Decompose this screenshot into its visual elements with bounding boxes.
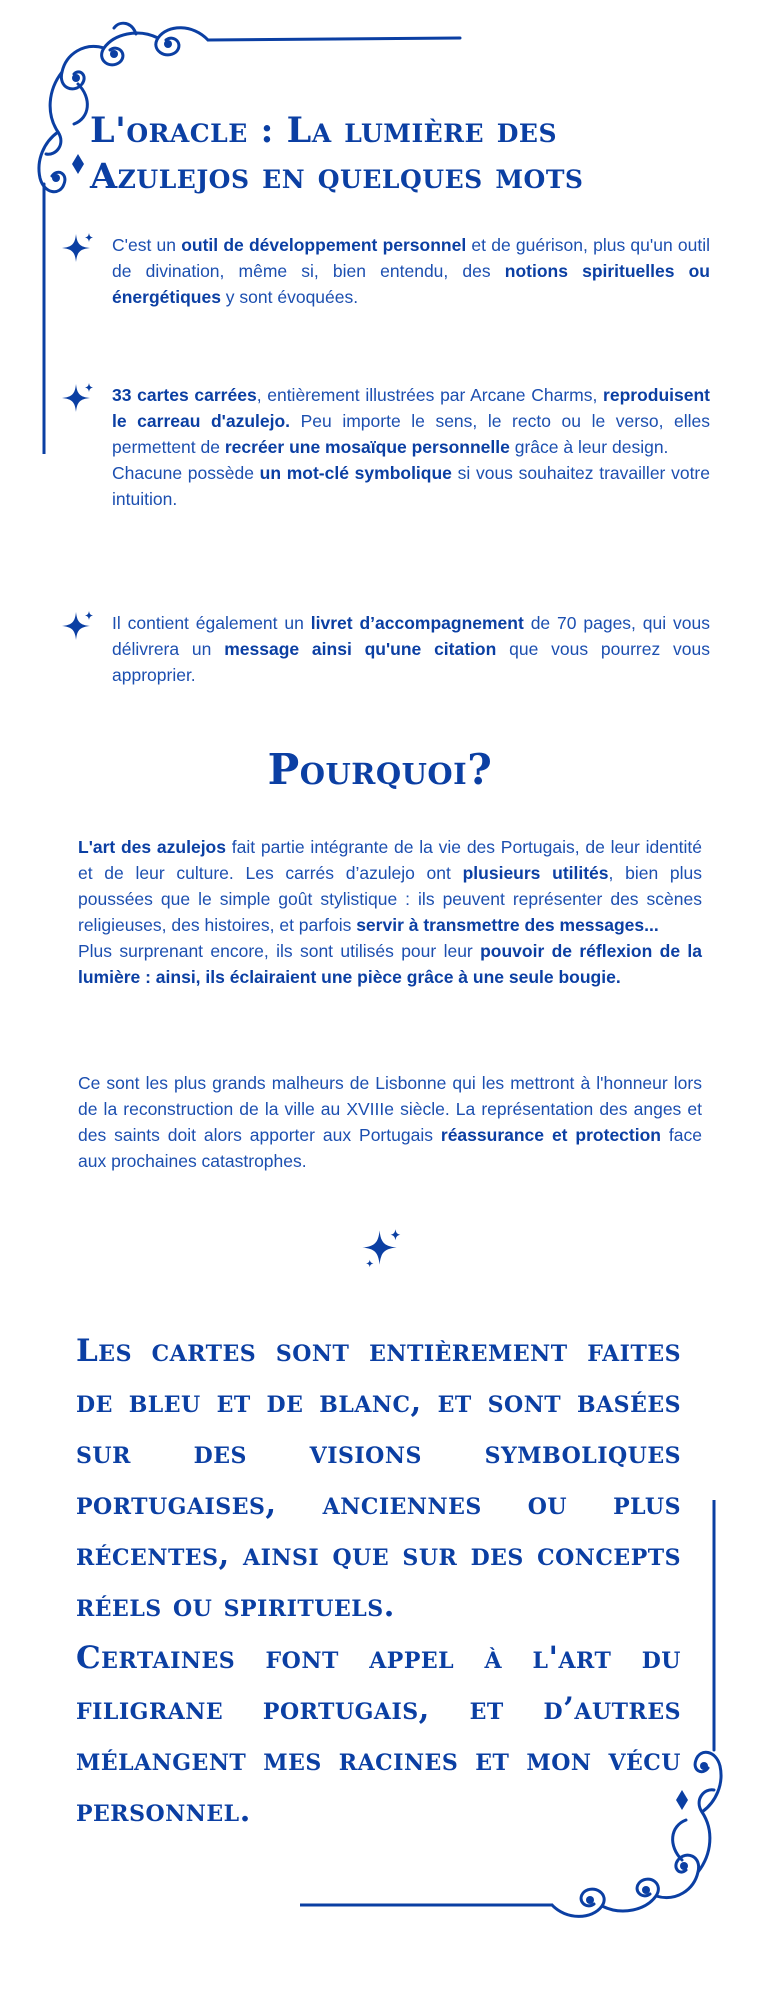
emphasis-text: réassurance et protection xyxy=(440,1125,661,1145)
body-text: si vous souhaitez travailler votre intuition. xyxy=(112,463,710,509)
section-title-why: Pourquoi? xyxy=(267,745,493,794)
emphasis-text: notions spirituelles ou énergétiques xyxy=(112,261,710,307)
feature-item-tool xyxy=(60,232,710,310)
body-text: Peu importe le sens, le recto ou le verso, elles permettent de xyxy=(112,411,710,457)
why-paragraph xyxy=(78,1070,702,1174)
body-text: Chacune possède xyxy=(112,463,260,483)
feature-text xyxy=(112,232,710,310)
cards-inspiration: Certaines font appel à l'art du filigrane portugais, et d’autres mélangent mes racines et mon vécu personnel. xyxy=(76,1640,681,1829)
emphasis-text: plusieurs utilités xyxy=(462,863,609,883)
why-paragraph xyxy=(78,834,702,990)
body-text: grâce à leur design. xyxy=(509,437,669,457)
body-text: que vous pourrez vous approprier. xyxy=(112,639,710,685)
body-text: Il contient également un xyxy=(112,613,311,633)
body-text: Plus surprenant encore, ils sont utilisés pour leur xyxy=(78,941,481,961)
body-text: et de guérison, plus qu'un outil de divination, même si, bien entendu, des xyxy=(112,235,711,281)
body-text: fait partie intégrante de la vie des Portugais, de leur identité et de leur culture. Les carrés d’azulejo ont xyxy=(78,837,702,883)
body-text: de 70 pages, qui vous délivrera un xyxy=(112,613,710,659)
emphasis-text: message ainsi qu'une citation xyxy=(224,639,497,659)
emphasis-text: reproduisent le carreau d'azulejo. xyxy=(112,385,710,431)
emphasis-text: outil de développement personnel xyxy=(181,235,467,255)
emphasis-text: L'art des azulejos xyxy=(78,837,226,857)
sparkle-divider-icon xyxy=(360,1228,404,1272)
sparkle-icon xyxy=(60,610,96,646)
emphasis-text: recréer une mosaïque personnelle xyxy=(224,437,510,457)
body-text: face aux prochaines catastrophes. xyxy=(78,1125,702,1171)
emphasis-text: livret d’accompagnement xyxy=(310,613,524,633)
feature-item-cards xyxy=(60,382,710,512)
body-text: y sont évoquées. xyxy=(220,287,359,307)
sparkle-icon xyxy=(60,232,96,268)
feature-text xyxy=(112,382,710,512)
emphasis-text: un mot-clé symbolique xyxy=(259,463,452,483)
emphasis-text: servir à transmettre des messages... xyxy=(356,915,659,935)
emphasis-text: pouvoir de réflexion de la lumière : ainsi, ils éclairaient une pièce grâce à une seule bougie. xyxy=(78,941,702,987)
feature-text xyxy=(112,610,710,688)
emphasis-text: 33 cartes carrées xyxy=(112,385,257,405)
body-text: C'est un xyxy=(112,235,182,255)
body-text: , bien plus poussées que le simple goût stylistique : ils peuvent représenter des scènes religieuses, des histoires, et parfois xyxy=(78,863,703,935)
page-title: L'oracle : La lumière des Azulejos en quelques mots xyxy=(90,110,584,197)
feature-item-booklet xyxy=(60,610,710,688)
body-text: Ce sont les plus grands malheurs de Lisbonne qui les mettront à l'honneur lors de la reconstruction de la ville au XVIIIe siècle. La représentation des anges et des saints doit alors apporter aux Portugais xyxy=(78,1073,702,1145)
cards-description: Les cartes sont entièrement faites de bleu et de blanc, et sont basées sur des visions symboliques portugaises, anciennes ou plus récentes, ainsi que sur des concepts réels ou spirituels. xyxy=(76,1333,681,1624)
sparkle-icon xyxy=(60,382,96,418)
body-text: , entièrement illustrées par Arcane Charms, xyxy=(256,385,604,405)
